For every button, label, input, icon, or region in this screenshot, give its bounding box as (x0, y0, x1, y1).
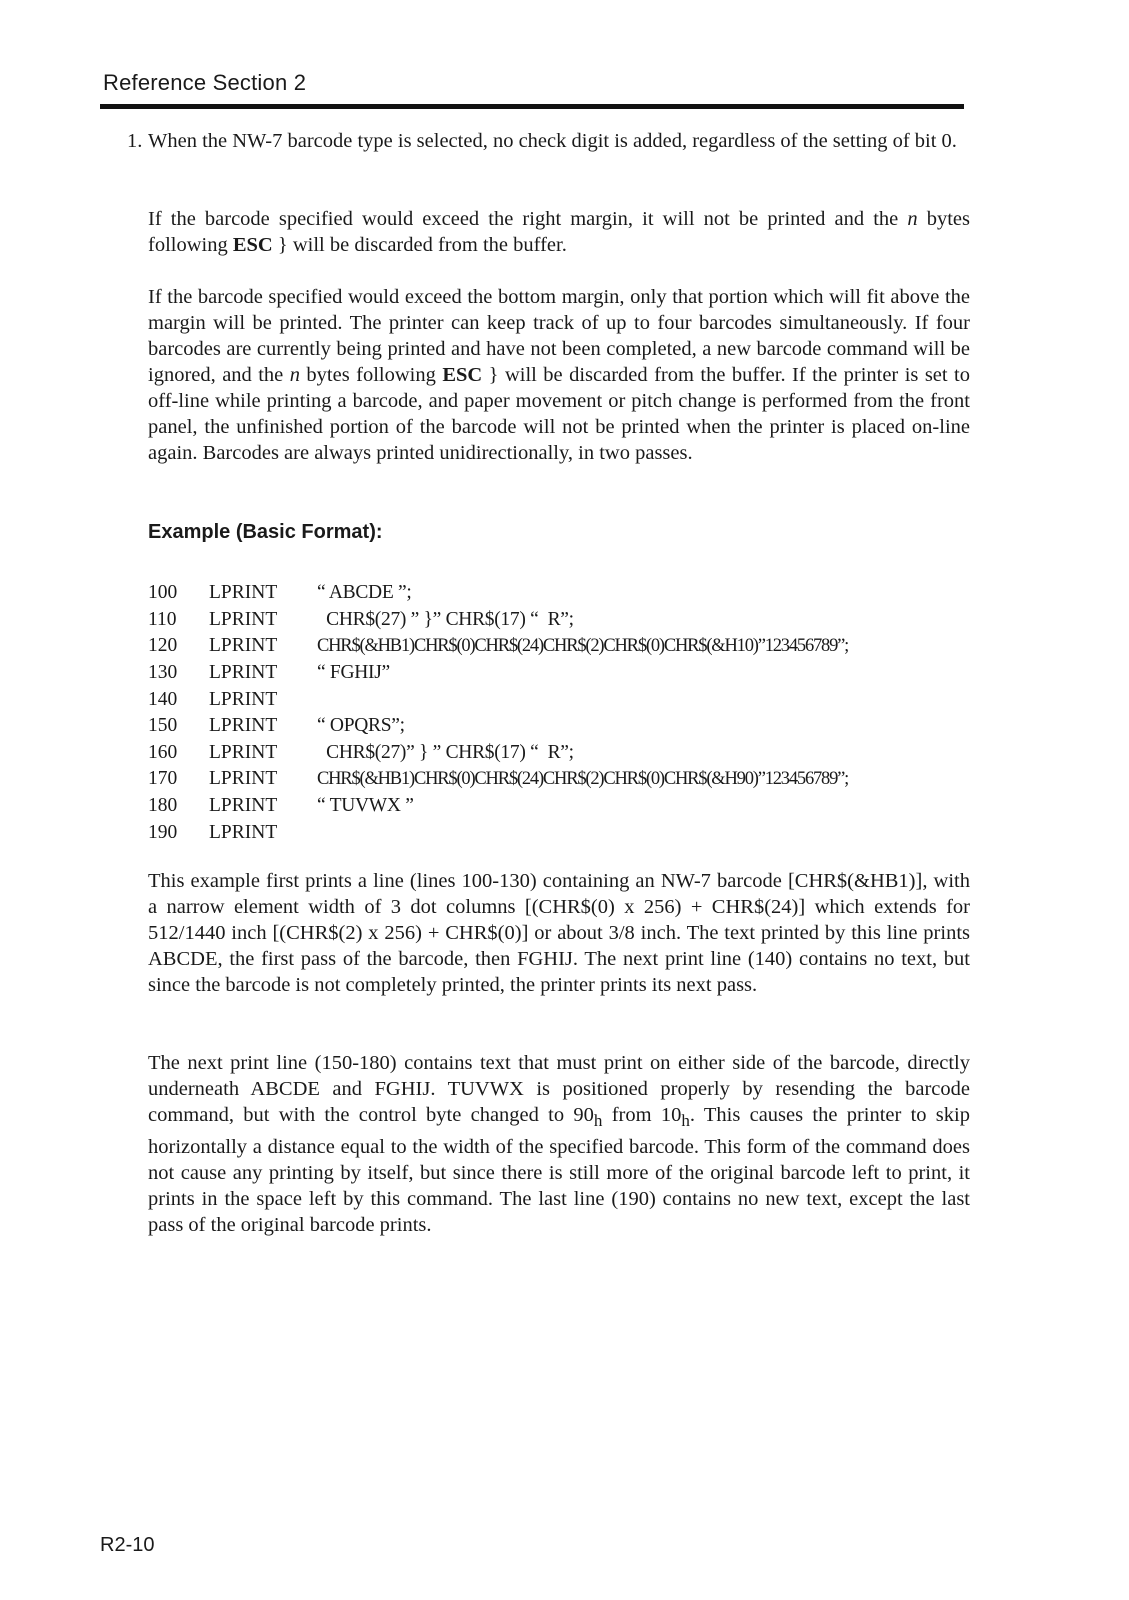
line-keyword: LPRINT (209, 741, 278, 763)
paragraph-text: } will be discarded from the buffer. If the printer is set to off-line while printing a barcode, and paper movement or pitch change is performed from the front panel, the unfinished portion of the barcode will not be printed when the printer is placed on-line again. Barcodes are always printed unidirectionally, in two passes. (148, 364, 970, 464)
line-keyword: LPRINT (209, 688, 278, 710)
line-number: 150 (148, 715, 178, 737)
code-line (148, 580, 848, 607)
page-header-title: Reference Section 2 (103, 70, 307, 95)
line-arguments: CHR$(&HB1)CHR$(0)CHR$(24)CHR$(2)CHR$(0)CHR$(&H10)”123456789”; (317, 635, 849, 656)
line-keyword: LPRINT (209, 768, 278, 790)
line-number: 190 (148, 821, 178, 843)
line-number: 100 (148, 582, 178, 604)
paragraph-next-line (148, 1050, 970, 1238)
line-arguments: “ OPQRS”; (317, 715, 405, 737)
code-line (148, 793, 848, 820)
paragraph-text: The next print line (150-180) contains text that must print on either side of the barcode, directly underneath ABCDE and FGHIJ. TUVWX is positioned properly by resending the barcode command, but with the control byte changed to 90 (148, 1052, 970, 1126)
line-arguments (317, 686, 848, 713)
paragraph-text: bytes following (148, 208, 970, 256)
code-line (148, 686, 848, 713)
line-keyword: LPRINT (209, 821, 278, 843)
line-number: 180 (148, 795, 178, 817)
line-arguments: “ FGHIJ” (317, 662, 390, 684)
hex-suffix: h (681, 1111, 690, 1131)
code-line (148, 819, 848, 846)
variable-n: n (289, 364, 300, 386)
code-line (148, 713, 848, 740)
code-listing (148, 580, 848, 846)
paragraph-text: If the barcode specified would exceed the right margin, it will not be printed and the (148, 208, 908, 230)
code-line (148, 740, 848, 767)
code-line (148, 633, 848, 660)
example-heading: Example (Basic Format): (148, 521, 383, 543)
line-arguments: “ ABCDE ”; (317, 582, 412, 604)
esc-keyword: ESC (442, 364, 483, 386)
line-number: 130 (148, 662, 178, 684)
line-arguments: CHR$(27) ” }” CHR$(17) “ R”; (317, 608, 574, 630)
line-number: 140 (148, 688, 178, 710)
line-keyword: LPRINT (209, 662, 278, 684)
code-line (148, 766, 848, 793)
line-keyword: LPRINT (209, 795, 278, 817)
line-arguments: CHR$(27)” } ” CHR$(17) “ R”; (317, 741, 574, 763)
line-arguments (317, 819, 848, 846)
line-keyword: LPRINT (209, 582, 278, 604)
line-number: 170 (148, 768, 178, 790)
variable-n: n (907, 208, 918, 230)
line-arguments: “ TUVWX ” (317, 795, 414, 817)
paragraph-right-margin (148, 206, 970, 258)
line-number: 120 (148, 635, 178, 657)
list-item-number: 1. (127, 130, 143, 152)
list-item-text: When the NW-7 barcode type is selected, no check digit is added, regardless of the setting of bit 0. (148, 130, 957, 152)
line-number: 160 (148, 741, 178, 763)
header-rule (100, 104, 964, 109)
paragraph-example-explanation: This example first prints a line (lines 100-130) containing an NW-7 barcode [CHR$(&HB1)], with a narrow element width of 3 dot columns [(CHR$(0) x 256) + CHR$(24)] which extends for 512/1440 inch [(CHR$(2) x 256) + CHR$(0)] or about 3/8 inch. The text printed by this line prints ABCDE, the first pass of the barcode, then FGHIJ. The next print line (140) contains no text, but since the barcode is not completely printed, the printer prints its next pass. (148, 870, 970, 996)
hex-suffix: h (593, 1111, 603, 1131)
line-keyword: LPRINT (209, 608, 278, 630)
paragraph-text: from 10 (602, 1104, 682, 1126)
paragraph-text: If the barcode specified would exceed the bottom margin, only that portion which will fit above the margin will be printed. The printer can keep track of up to four barcodes simultaneously. If four barcodes are currently being printed and have not been completed, a new barcode command will be ignored, and the (148, 286, 970, 386)
code-line (148, 607, 848, 634)
paragraph-text: } will be discarded from the buffer. (272, 234, 567, 256)
line-arguments: CHR$(&HB1)CHR$(0)CHR$(24)CHR$(2)CHR$(0)CHR$(&H90)”123456789”; (317, 768, 849, 789)
paragraph-text: . This causes the printer to skip horizontally a distance equal to the width of the specified barcode. This form of the command does not cause any printing by itself, but since there is still more of the original barcode left to print, it prints in the space left by this command. The last line (190) contains no new text, except the last pass of the original barcode prints. (148, 1104, 970, 1237)
page-number: R2-10 (100, 1534, 155, 1556)
paragraph-bottom-margin (148, 284, 970, 466)
line-keyword: LPRINT (209, 635, 278, 657)
code-line (148, 660, 848, 687)
esc-keyword: ESC (232, 234, 273, 256)
paragraph-text: bytes following (299, 364, 443, 386)
line-keyword: LPRINT (209, 715, 278, 737)
line-number: 110 (148, 608, 177, 630)
